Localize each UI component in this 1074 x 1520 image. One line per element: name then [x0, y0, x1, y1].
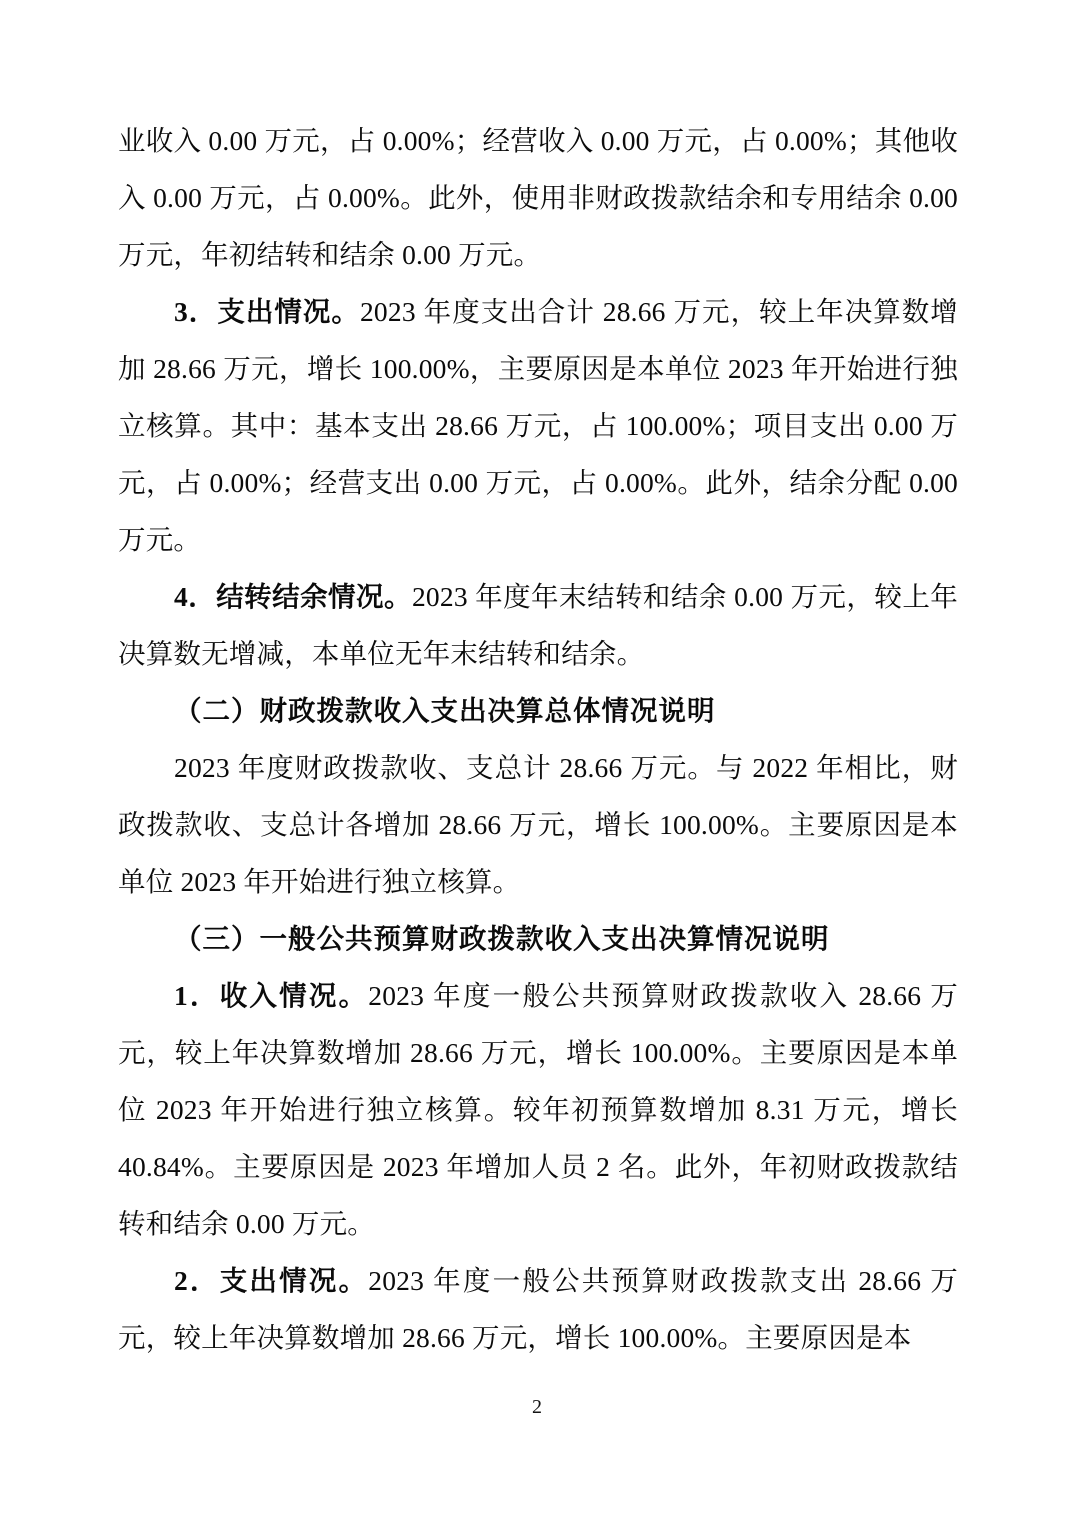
paragraph-income-continued: 业收入 0.00 万元，占 0.00%；经营收入 0.00 万元，占 0.00%；其他收入 0.00 万元，占 0.00%。此外，使用非财政拨款结余和专用结余 0.00 万元，年初结转和结余 0.00 万元。	[118, 125, 958, 270]
paragraph-item-1-income	[118, 967, 958, 1252]
paragraph-text-item-2: 2023 年度一般公共预算财政拨款支出 28.66 万元，较上年决算数增加 28.66 万元，增长 100.00%。主要原因是本	[118, 1265, 958, 1353]
page-number: 2	[532, 1396, 542, 1418]
lead-in-expenditure: 支出情况。	[217, 296, 360, 327]
paragraph-item-3-expenditure	[118, 283, 958, 568]
paragraph-item-4-carryover	[118, 568, 958, 682]
lead-in-expenditure-2: 支出情况。	[219, 1265, 369, 1296]
paragraph-section-two-body: 2023 年度财政拨款收、支总计 28.66 万元。与 2022 年相比，财政拨款收、支总计各增加 28.66 万元，增长 100.00%。主要原因是本单位 2023 年开始进行独立核算。	[118, 752, 958, 897]
document-body	[118, 112, 958, 1366]
heading-section-three: （三）一般公共预算财政拨款收入支出决算情况说明	[174, 923, 830, 954]
paragraph-text-item-3: 2023 年度支出合计 28.66 万元，较上年决算数增加 28.66 万元，增长 100.00%，主要原因是本单位 2023 年开始进行独立核算。其中：基本支出 28.66 万元，占 100.00%；项目支出 0.00 万元，占 0.00%；经营支出 0.00 万元，占 0.00%。此外，结余分配 0.00 万元。	[118, 296, 958, 555]
paragraph-item-2-expenditure	[118, 1252, 958, 1366]
lead-in-income: 收入情况。	[219, 980, 369, 1011]
heading-section-two: （二）财政拨款收入支出决算总体情况说明	[174, 695, 716, 726]
list-marker-2: 2．	[174, 1265, 220, 1296]
list-marker-4: 4．	[174, 581, 217, 612]
list-marker-1: 1．	[174, 980, 220, 1011]
paragraph-text-item-1: 2023 年度一般公共预算财政拨款收入 28.66 万元，较上年决算数增加 28.66 万元，增长 100.00%。主要原因是本单位 2023 年开始进行独立核算。较年初预算数增加 8.31 万元，增长 40.84%。主要原因是 2023 年增加人员 2 名。此外，年初财政拨款结转和结余 0.00 万元。	[118, 980, 958, 1239]
paragraph-text-item-4: 2023 年度年末结转和结余 0.00 万元，较上年决算数无增减，本单位无年末结转和结余。	[118, 581, 958, 669]
lead-in-carryover: 结转结余情况。	[216, 581, 412, 612]
list-marker-3: 3．	[174, 296, 218, 327]
